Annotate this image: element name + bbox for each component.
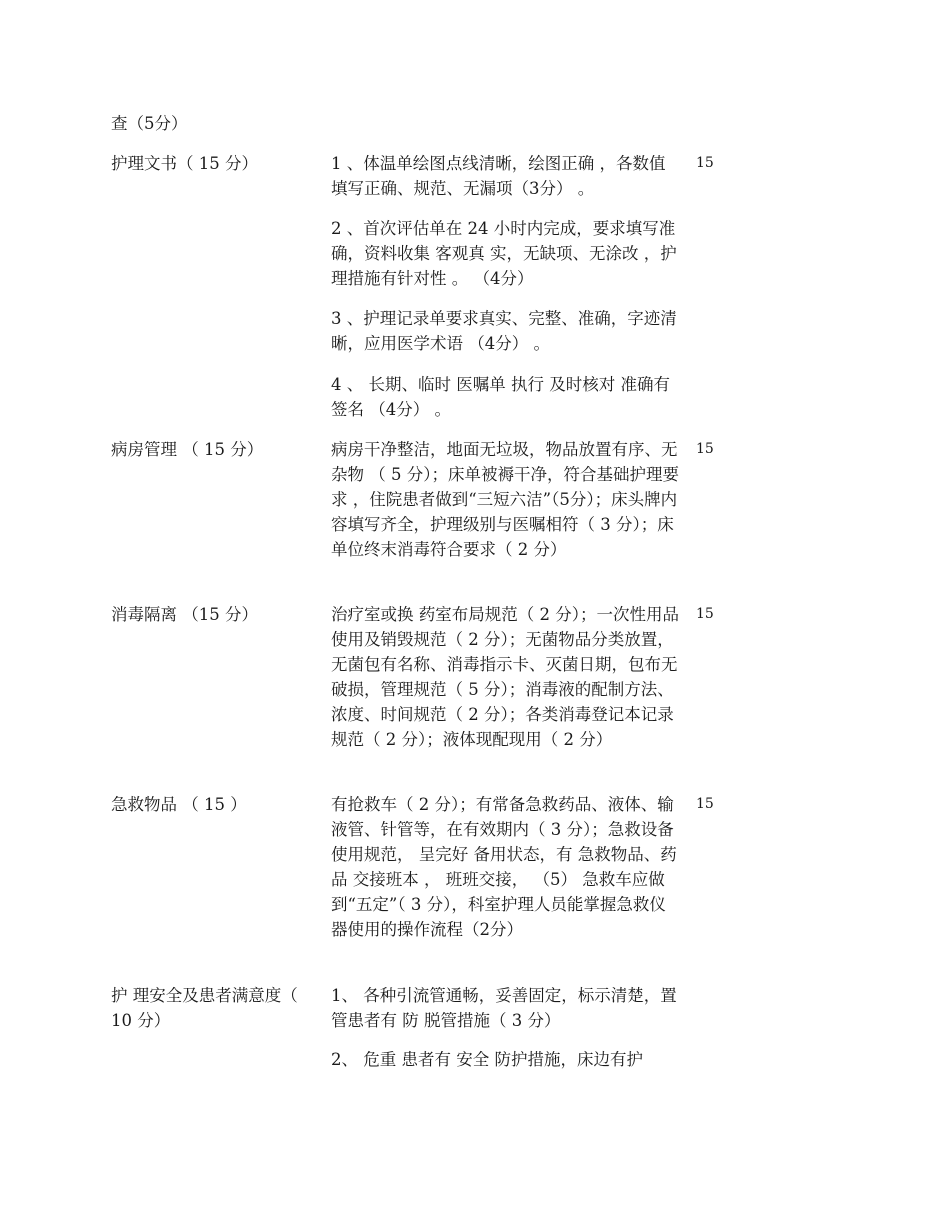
criterion-item: 3 、护理记录单要求真实、完整、准确，字迹清晰，应用医学术语 （4分） 。 <box>331 309 677 353</box>
section-category: 病房管理 （ 15 分） <box>111 440 264 459</box>
carryover-text: 查（5分） <box>111 114 188 133</box>
section-score: 15 <box>696 155 714 171</box>
section-category: 急救物品 （ 15 ） <box>111 795 247 814</box>
section-score: 15 <box>696 441 714 457</box>
criterion-item: 治疗室或换 药室布局规范（ 2 分）；一次性用品使用及销毁规范（ 2 分）；无菌物品分类放置，无菌包有名称、消毒指示卡、灭菌日期，包布无破损，管理规范（ 5 分）；消毒液的配制方法、浓度、时间规范（ 2 分）；各类消毒登记本记录规范（ 2 分）；液体现配现用（ 2 分） <box>331 605 679 749</box>
section-score: 15 <box>696 606 714 622</box>
criterion-item: 4 、 长期、临时 医嘱单 执行 及时核对 准确有 签名 （4分） 。 <box>331 375 676 419</box>
section-category: 护 理安全及患者满意度（ 10 分） <box>111 986 303 1030</box>
criterion-item: 有抢救车（ 2 分）；有常备急救药品、液体、输液管、针管等，在有效期内（ 3 分）；急救设备使用规范， 呈完好 备用状态，有 急救物品、药品 交接班本 ， 班班交接， （5） 急救车应做到“五定”（ 3 分），科室护理人员能掌握急救仪器使用的操作流程（2分） <box>331 795 677 939</box>
criterion-item: 1、 各种引流管通畅，妥善固定，标示清楚，置管患者有 防 脱管措施（ 3 分） <box>331 986 677 1030</box>
criterion-item: 1 、体温单绘图点线清晰，绘图正确 ，各数值填写正确、规范、无漏项（3分） 。 <box>331 154 666 198</box>
section-category: 护理文书（ 15 分） <box>111 154 258 173</box>
section-score: 15 <box>696 796 714 812</box>
criterion-item: 2、 危重 患者有 安全 防护措施，床边有护 <box>331 1050 643 1069</box>
criterion-item: 2 、首次评估单在 24 小时内完成，要求填写准确，资料收集 客观真 实，无缺项、无涂改 ，护理措施有针对性 。 （4分） <box>331 219 677 288</box>
section-category: 消毒隔离 （15 分） <box>111 605 258 624</box>
criterion-item: 病房干净整洁，地面无垃圾，物品放置有序、无杂物 （ 5 分）；床单被褥干净，符合基础护理要求 ，住院患者做到“三短六洁”（5分）；床头牌内容填写齐全，护理级别与医嘱相符（ 3 分）；床单位终末消毒符合要求（ 2 分） <box>331 440 679 559</box>
